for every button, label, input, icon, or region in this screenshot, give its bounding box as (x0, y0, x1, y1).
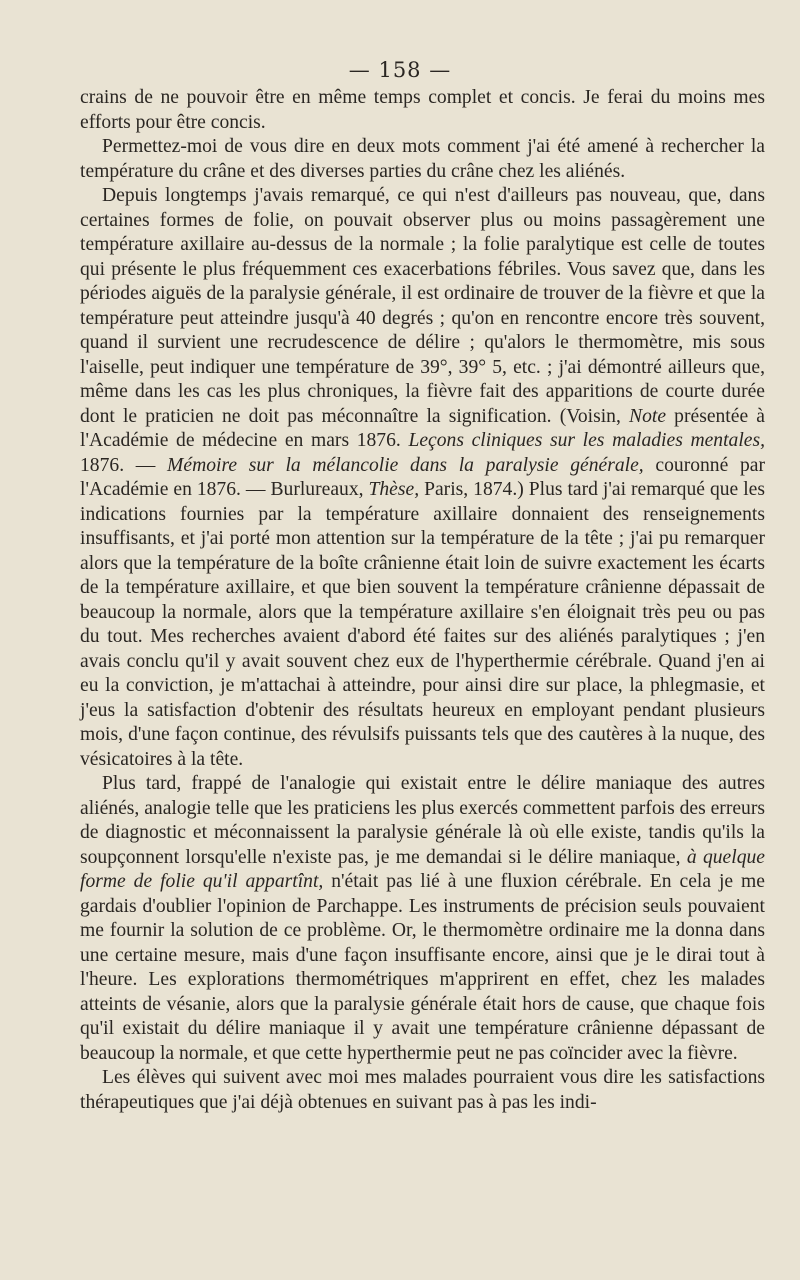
text-segment: Depuis longtemps j'avais remarqué, ce qui n'est d'ailleurs pas nouveau, que, dans certaines formes de folie, on pouvait observer plus ou moins passagèrement une température axillaire au-dessus de la normale ; la folie paralytique est celle de toutes qui présente le plus fréquemment ces exacerbations fébriles. Vous savez que, dans les périodes aiguës de la paralysie générale, il est ordinaire de trouver de la fièvre et que la température peut atteindre jusqu'à 40 degrés ; qu'on en rencontre encore très souvent, quand il survient une recrudescence de délire ; qu'alors le thermomètre, mis sous l'aiselle, peut indiquer une température de 39°, 39° 5, etc. ; j'ai démontré ailleurs que, même dans les cas les plus chroniques, la fièvre fait des apparitions de courte durée dont le praticien ne doit pas méconnaître la signification. (Voisin, (80, 185, 765, 427)
paragraph-5 (80, 1066, 765, 1115)
text-segment: 1876. — (80, 454, 168, 476)
text-segment: Les élèves qui suivent avec moi mes malades pourraient vous dire les satisfactions thérapeutiques que j'ai déjà obtenues en suivant pas à pas les indi- (80, 1067, 765, 1113)
paragraph-3 (80, 184, 765, 772)
paragraph-1 (80, 86, 765, 135)
text-segment: n'était pas lié à une fluxion cérébrale. En cela je me gardais d'oublier l'opinion de Parchappe. Les instruments de précision seuls pouvaient me fournir la solution de ce problème. Or, le thermomètre ordinaire me la donna dans une certaine mesure, mais d'une façon insuffisante encore, ainsi que je le dirai tout à l'heure. Les explorations thermométriques m'apprirent en effet, chez les malades atteints de vésanie, alors que la paralysie générale était hors de cause, que chaque fois qu'il existait du délire maniaque il y avait une température crânienne dépassant de beaucoup la normale, et que cette hyperthermie peut ne pas coïncider avec la fièvre. (80, 871, 765, 1064)
paragraph-2 (80, 135, 765, 184)
text-segment: crains de ne pouvoir être en même temps complet et concis. Je ferai du moins mes efforts pour être concis. (80, 87, 765, 133)
italic-segment: Thèse, (368, 479, 420, 500)
text-segment: couronné par l'Académie en 1876. — Burlureaux, (80, 454, 766, 500)
italic-segment: Mémoire sur la mélancolie dans la paralysie générale, (167, 454, 644, 476)
text-segment: Plus tard, frappé de l'analogie qui existait entre le délire maniaque des autres aliénés, analogie telle que les praticiens les plus exercés commettent parfois des erreurs de diagnostic et méconnaissent la paralysie générale là où elle existe, tandis qu'ils la soupçonnent lorsqu'elle n'existe pas, je me demandai si le délire maniaque, (80, 773, 765, 868)
text-segment: Paris, 1874.) Plus tard j'ai remarqué que les indications fournies par la température axillaire donnaient des renseignements insuffisants, et j'ai porté mon attention sur la température de la tête ; j'ai pu remarquer alors que la température de la boîte crânienne était loin de suivre exactement les écarts de la température axillaire, et que bien souvent la température crânienne dépassait de beaucoup la normale, alors que la température axillaire s'en éloignait très peu ou pas du tout. Mes recherches avaient d'abord été faites sur des aliénés paralytiques ; j'en avais conclu qu'il y avait souvent chez eux de l'hyperthermie cérébrale. Quand j'en ai eu la conviction, je m'attachai à atteindre, pour ainsi dire sur place, la phlegmasie, et j'eus la satisfaction d'obtenir des résultats heureux en employant pendant plusieurs mois, d'une façon continue, des révulsifs puissants tels que des cautères à la nuque, des vésicatoires à la tête. (80, 479, 765, 770)
text-segment: présentée à l'Académie de médecine en mars 1876. (80, 405, 765, 451)
italic-segment: à quelque forme de folie qu'il appartînt, (80, 846, 765, 892)
text-segment: Permettez-moi de vous dire en deux mots comment j'ai été amené à rechercher la température du crâne et des diverses parties du crâne chez les aliénés. (80, 136, 765, 182)
italic-segment: Note (629, 405, 667, 427)
body-text (80, 86, 765, 1115)
paragraph-4 (80, 772, 765, 1066)
page-number: — 158 — (348, 58, 452, 82)
italic-segment: Leçons cliniques sur les maladies mentales, (408, 430, 765, 451)
